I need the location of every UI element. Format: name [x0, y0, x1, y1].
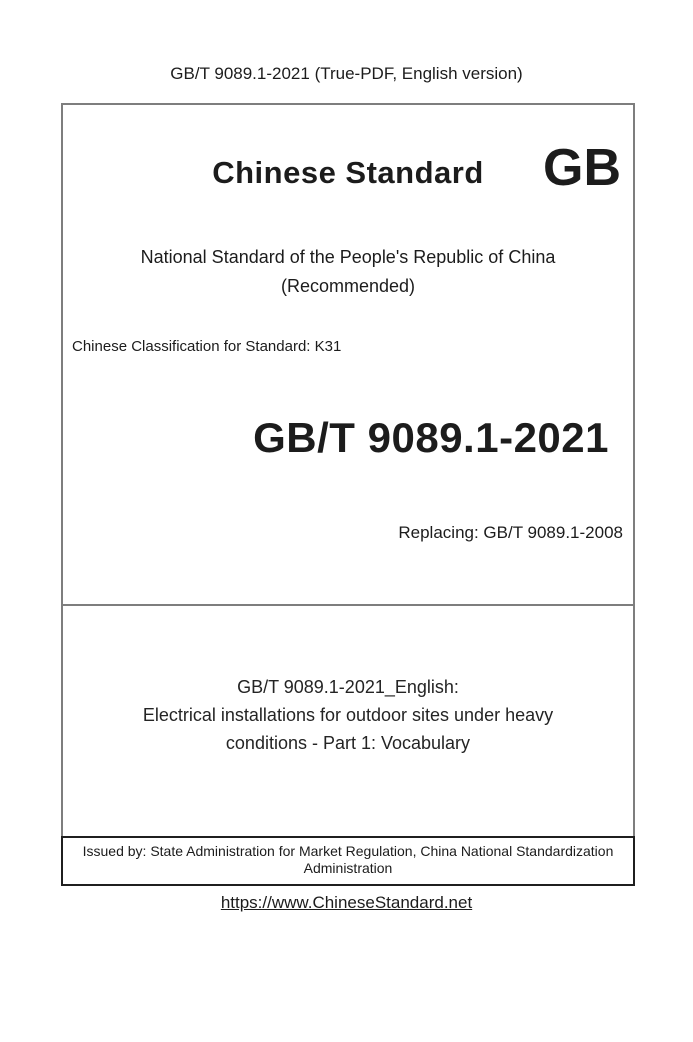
cover-top-section: [63, 139, 633, 606]
national-standard-line: National Standard of the People's Republic of China: [140, 247, 556, 267]
description-line-2: Electrical installations for outdoor sites under heavy: [142, 705, 554, 725]
description-line-3: conditions - Part 1: Vocabulary: [225, 733, 471, 753]
recommended-line: (Recommended): [280, 276, 416, 296]
brand-row: [63, 139, 633, 203]
classification-line: Chinese Classification for Standard: K31: [72, 338, 342, 355]
cover-box: [61, 103, 635, 836]
issued-by-text: Issued by: State Administration for Market Regulation, China National Standardization Administration: [82, 843, 614, 876]
standard-number-title: GB/T 9089.1-2021: [253, 414, 609, 461]
footer-website-link[interactable]: https://www.ChineseStandard.net: [220, 893, 473, 912]
gb-logo-mark: GB: [543, 139, 621, 197]
replacing-line: Replacing: GB/T 9089.1-2008: [398, 523, 623, 542]
document-header-title: GB/T 9089.1-2021 (True-PDF, English version): [170, 64, 523, 83]
brand-title: Chinese Standard: [212, 155, 484, 190]
description-section: [63, 606, 633, 757]
issued-by-strip: [61, 836, 635, 886]
footer: [0, 892, 693, 914]
description-line-1: GB/T 9089.1-2021_English:: [237, 677, 459, 697]
